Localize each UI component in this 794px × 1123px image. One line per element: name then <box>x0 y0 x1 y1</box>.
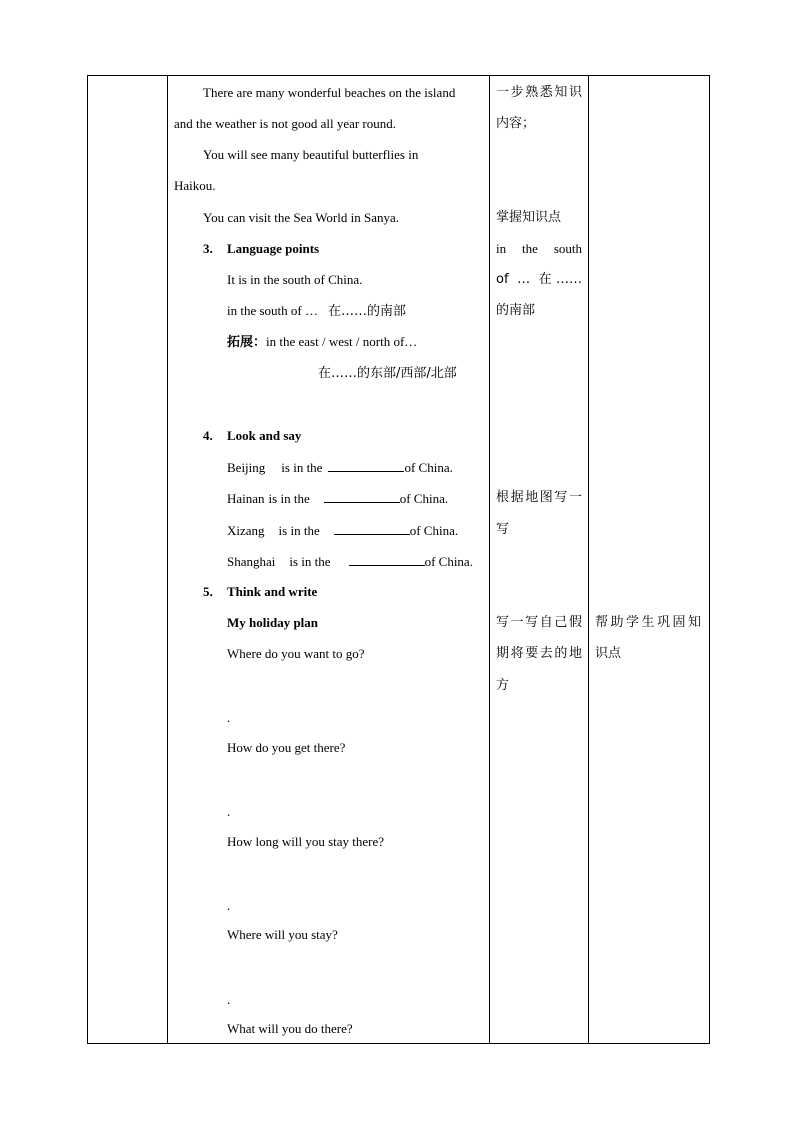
text-line: You will see many beautiful butterflies in <box>203 147 419 162</box>
answer-blank[interactable] <box>328 459 404 472</box>
purpose-cell <box>490 76 589 1044</box>
text-line: 在……的东部/西部/北部 <box>318 366 457 381</box>
answer-blank[interactable] <box>324 490 400 503</box>
content-cell <box>168 76 490 1044</box>
question-line: Where will you stay? <box>227 927 338 942</box>
note-line: in the south <box>496 241 582 256</box>
question-line: How do you get there? <box>227 740 346 755</box>
answer-line[interactable]: . <box>227 992 231 1007</box>
answer-line[interactable]: . <box>227 898 231 913</box>
section-heading-think-and-write: 5. Think and write <box>203 584 318 599</box>
text-line: It is in the south of China. <box>227 272 363 287</box>
answer-line[interactable]: . <box>227 710 231 725</box>
fill-in-sentence: Xizang is in the of China. <box>227 523 459 538</box>
note-line: 掌握知识点 <box>496 210 562 225</box>
note-line: 方 <box>496 678 510 693</box>
note-line: 根据地图写一 <box>496 490 582 505</box>
empty-cell <box>88 76 168 1044</box>
plan-title: My holiday plan <box>227 615 319 630</box>
section-heading-look-and-say: 4. Look and say <box>203 428 302 443</box>
fill-in-sentence: Hainan is in the of China. <box>227 491 449 506</box>
question-line: How long will you stay there? <box>227 834 385 849</box>
section-heading-language-points: 3. Language points <box>203 241 320 256</box>
text-line: Haikou. <box>174 178 216 193</box>
text-line: in the south of … 在……的南部 <box>227 303 407 319</box>
note-line: 的南部 <box>496 303 536 318</box>
note-line: 期将要去的地 <box>496 646 582 661</box>
note-line: 帮助学生巩固知 <box>595 615 701 630</box>
text-line: 拓展：in the east / west / north of… <box>227 334 418 350</box>
note-line: 写 <box>496 522 510 537</box>
text-line: and the weather is not good all year round. <box>174 116 397 131</box>
question-line: Where do you want to go? <box>227 646 365 661</box>
intent-cell <box>589 76 710 1044</box>
answer-blank[interactable] <box>334 522 410 535</box>
fill-in-sentence: Shanghai is in the of China. <box>227 554 473 569</box>
note-line: 写一写自己假 <box>496 615 582 630</box>
note-line: of … 在…… <box>496 272 582 287</box>
text-line: You can visit the Sea World in Sanya. <box>203 210 399 225</box>
note-line: 一步熟悉知识 <box>496 85 582 100</box>
note-line: 内容； <box>496 116 536 131</box>
answer-line[interactable]: . <box>227 804 231 819</box>
answer-blank[interactable] <box>349 553 425 566</box>
fill-in-sentence: Beijing is in the of China. <box>227 460 453 475</box>
table-row <box>88 76 710 1044</box>
note-line: 识点 <box>595 646 622 661</box>
lesson-plan-table <box>87 75 710 1044</box>
text-line: There are many wonderful beaches on the island <box>203 85 456 100</box>
question-line: What will you do there? <box>227 1021 353 1036</box>
